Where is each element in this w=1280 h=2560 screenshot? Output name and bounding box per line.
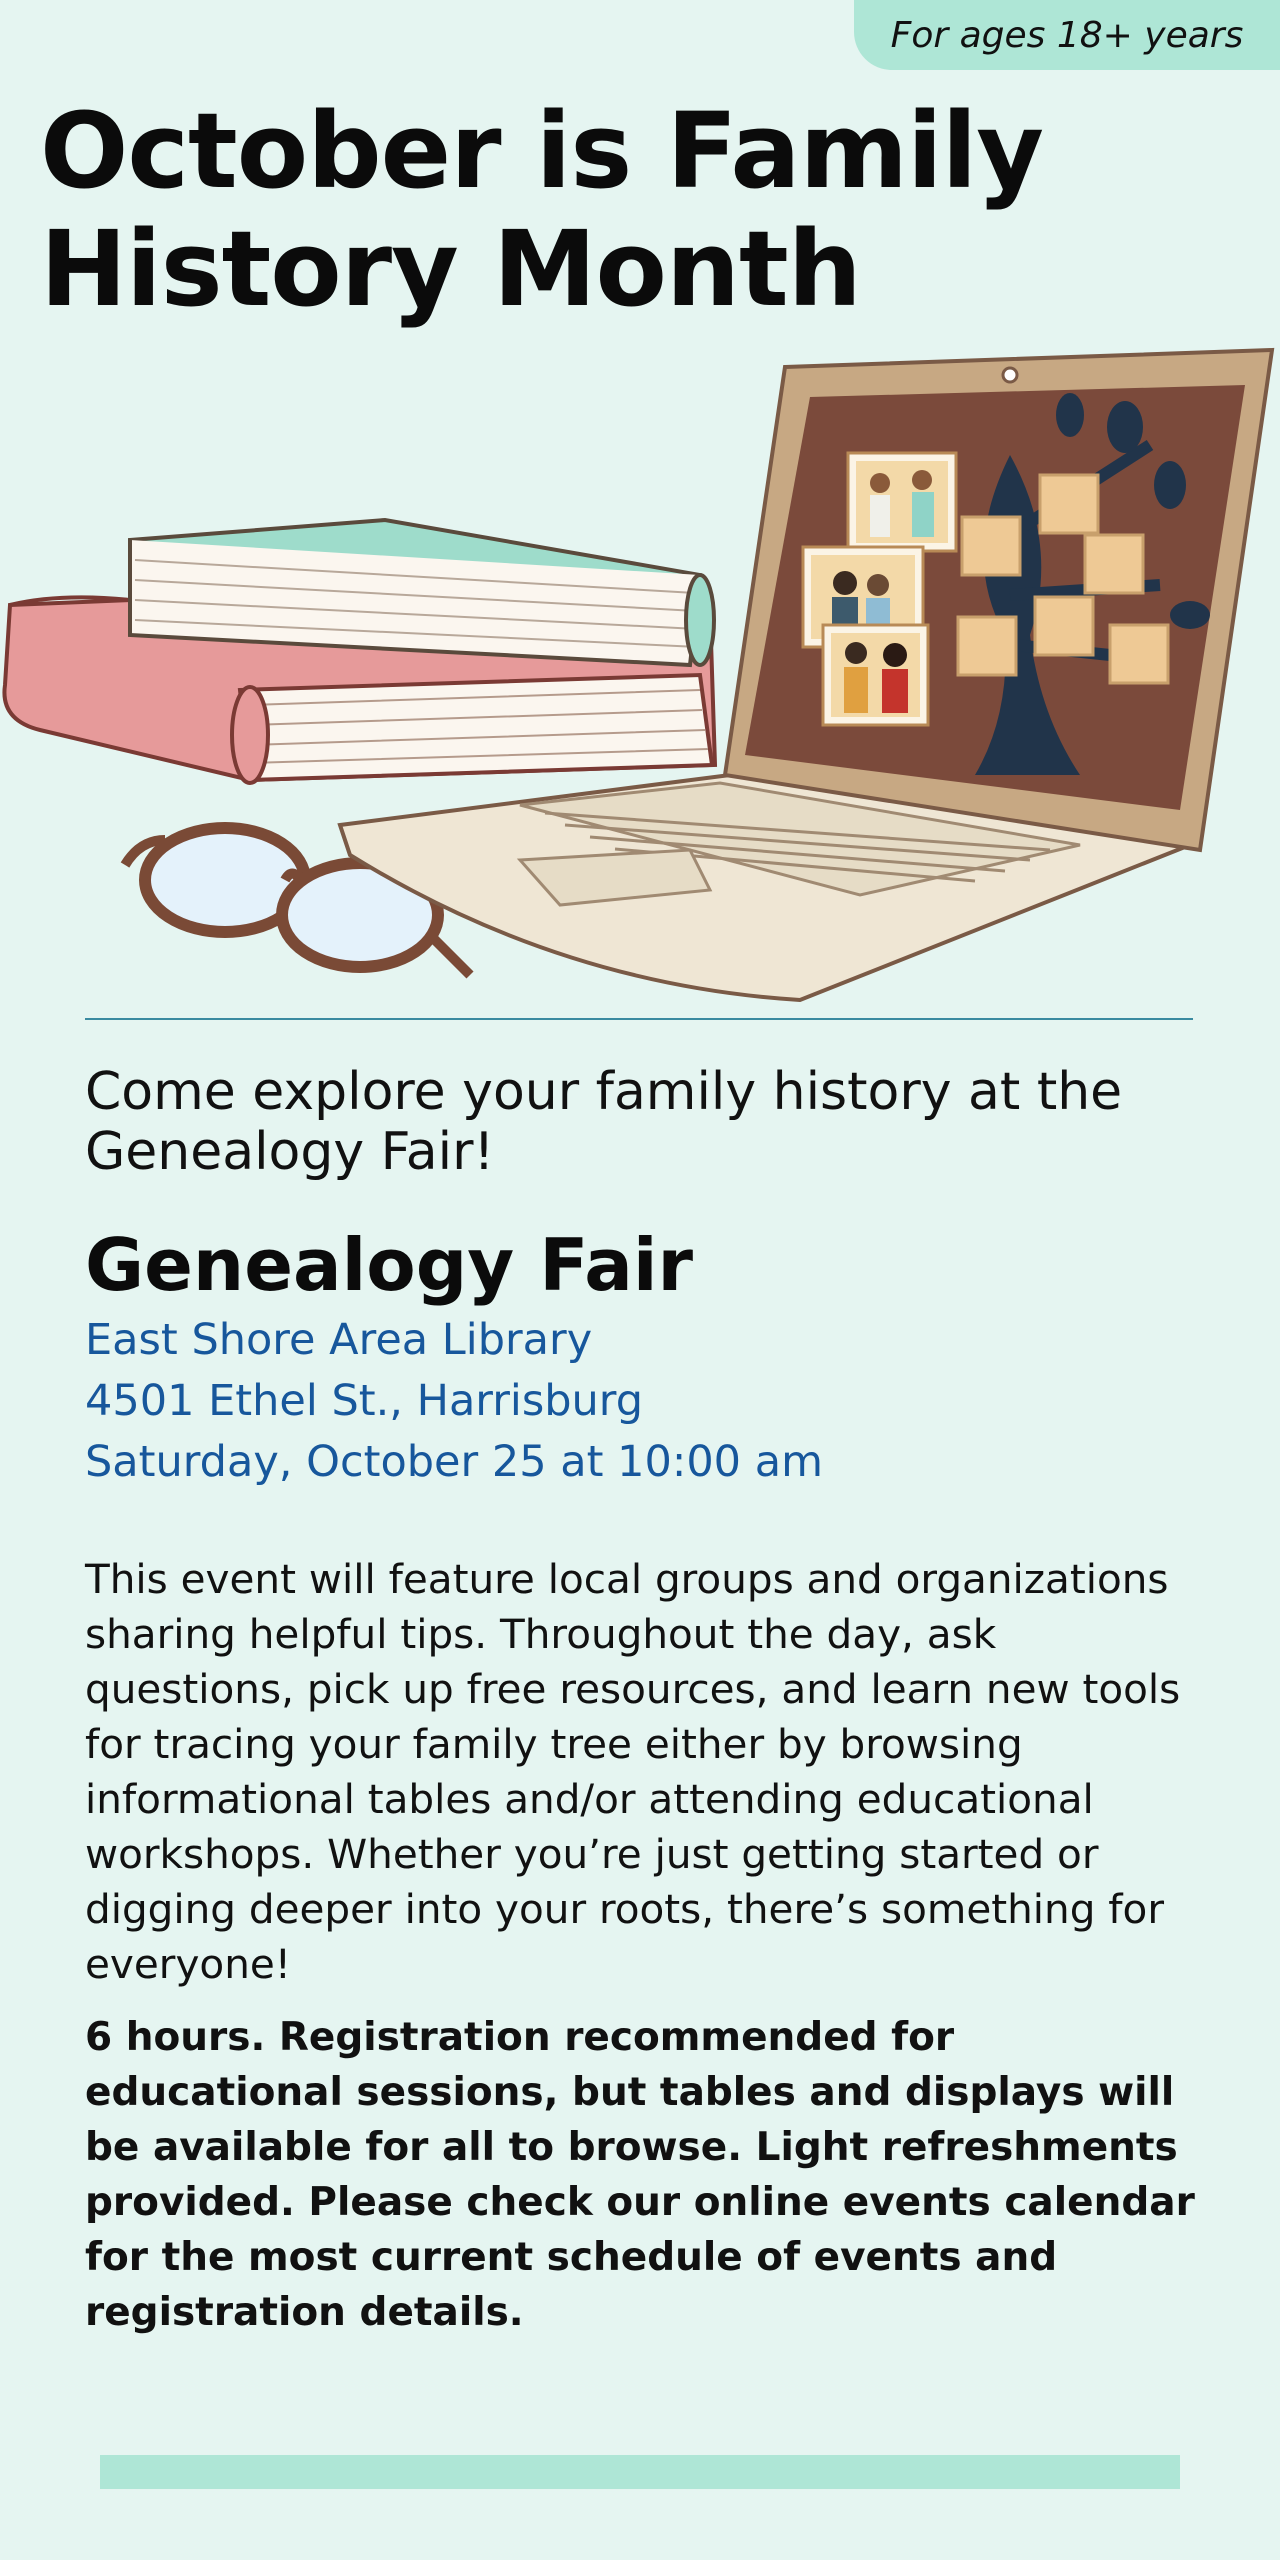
event-location: East Shore Area Library <box>85 1315 593 1365</box>
page-title: October is Family History Month <box>40 90 1044 330</box>
section-divider <box>85 1018 1193 1020</box>
age-badge <box>854 0 1280 70</box>
family-photo-icon <box>823 625 928 725</box>
event-notes: 6 hours. Registration recommended for educational sessions, but tables and displays will be available for all to browse. Light refreshments provided. Please check our online events calendar for the most current schedule of events and registration details. <box>85 2015 1195 2335</box>
event-description: This event will feature local groups and organizations sharing helpful tips. Throughout the day, ask questions, pick up free resources, and learn new tools for tracing your family tree either by browsing informational tables and/or attending educational workshops. Whether you’re just getting started or digging deeper into your roots, there’s something for everyone! <box>85 1555 1181 1988</box>
family-photo-icon <box>848 453 956 551</box>
laptop-screen-icon <box>725 350 1272 850</box>
event-details <box>85 1310 1205 1493</box>
event-datetime: Saturday, October 25 at 10:00 am <box>85 1437 823 1487</box>
age-badge-text: For ages 18+ years <box>890 14 1244 56</box>
footer-bar <box>100 2455 1180 2489</box>
intro-text: Come explore your family history at the Genealogy Fair! <box>85 1062 1123 1182</box>
event-title: Genealogy Fair <box>85 1223 694 1307</box>
hero-illustration <box>0 335 1280 1010</box>
event-address: 4501 Ethel St., Harrisburg <box>85 1376 644 1426</box>
